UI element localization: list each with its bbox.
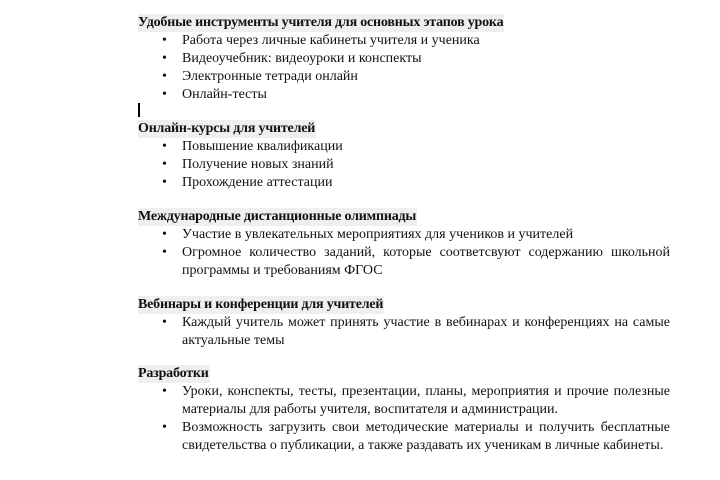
list-item-text: Возможность загрузить свои методические материалы и получить бесплатные свидетельства о публикации, а также раздавать их ученикам в личные кабинеты. (182, 420, 670, 453)
bullet-list (138, 383, 670, 455)
section-heading: Вебинары и конференции для учителей (138, 297, 384, 312)
bullet-icon: • (162, 175, 167, 190)
list-item-text: Участие в увлекательных мероприятиях для учеников и учителей (182, 227, 574, 242)
list-item (138, 86, 670, 104)
bullet-list (138, 138, 670, 192)
list-item-text: Электронные тетради онлайн (182, 69, 358, 84)
list-item-text: Каждый учитель может принять участие в вебинарах и конференциях на самые актуальные темы (182, 315, 670, 348)
list-item (138, 32, 670, 50)
list-item (138, 383, 670, 419)
list-item (138, 244, 670, 280)
bullet-icon: • (162, 33, 167, 48)
list-item-text: Получение новых знаний (182, 157, 334, 172)
section-heading: Удобные инструменты учителя для основных этапов урока (138, 15, 504, 30)
list-item (138, 68, 670, 86)
bullet-icon: • (162, 139, 167, 154)
bullet-icon: • (162, 51, 167, 66)
list-item-text: Повышение квалификации (182, 139, 343, 154)
section-heading: Онлайн-курсы для учителей (138, 121, 316, 136)
list-item-text: Работа через личные кабинеты учителя и ученика (182, 33, 480, 48)
bullet-icon: • (162, 384, 167, 399)
list-item (138, 314, 670, 350)
list-item (138, 50, 670, 68)
list-item-text: Видеоучебник: видеоуроки и конспекты (182, 51, 422, 66)
bullet-icon: • (162, 227, 167, 242)
bullet-icon: • (162, 157, 167, 172)
list-item (138, 156, 670, 174)
list-item-text: Онлайн-тесты (182, 87, 267, 102)
list-item (138, 174, 670, 192)
list-item (138, 419, 670, 455)
list-item-text: Уроки, конспекты, тесты, презентации, планы, мероприятия и прочие полезные материалы для работы учителя, воспитателя и администрации. (182, 384, 670, 417)
bullet-list (138, 226, 670, 280)
bullet-list (138, 32, 670, 104)
bullet-list (138, 314, 670, 350)
list-item (138, 138, 670, 156)
bullet-icon: • (162, 87, 167, 102)
section-heading: Разработки (138, 366, 209, 381)
section-heading: Международные дистанционные олимпиады (138, 209, 417, 224)
list-item-text: Огромное количество заданий, которые соответсвуют содержанию школьной программы и требованиям ФГОС (182, 245, 670, 278)
bullet-icon: • (162, 69, 167, 84)
text-cursor (138, 103, 140, 117)
section-teacher-tools (138, 13, 670, 104)
list-item-text: Прохождение аттестации (182, 175, 333, 190)
section-webinars (138, 295, 670, 350)
bullet-icon: • (162, 420, 167, 435)
bullet-icon: • (162, 245, 167, 260)
section-olympiads (138, 207, 670, 280)
list-item (138, 226, 670, 244)
section-online-courses (138, 119, 670, 192)
section-developments (138, 364, 670, 455)
bullet-icon: • (162, 315, 167, 330)
